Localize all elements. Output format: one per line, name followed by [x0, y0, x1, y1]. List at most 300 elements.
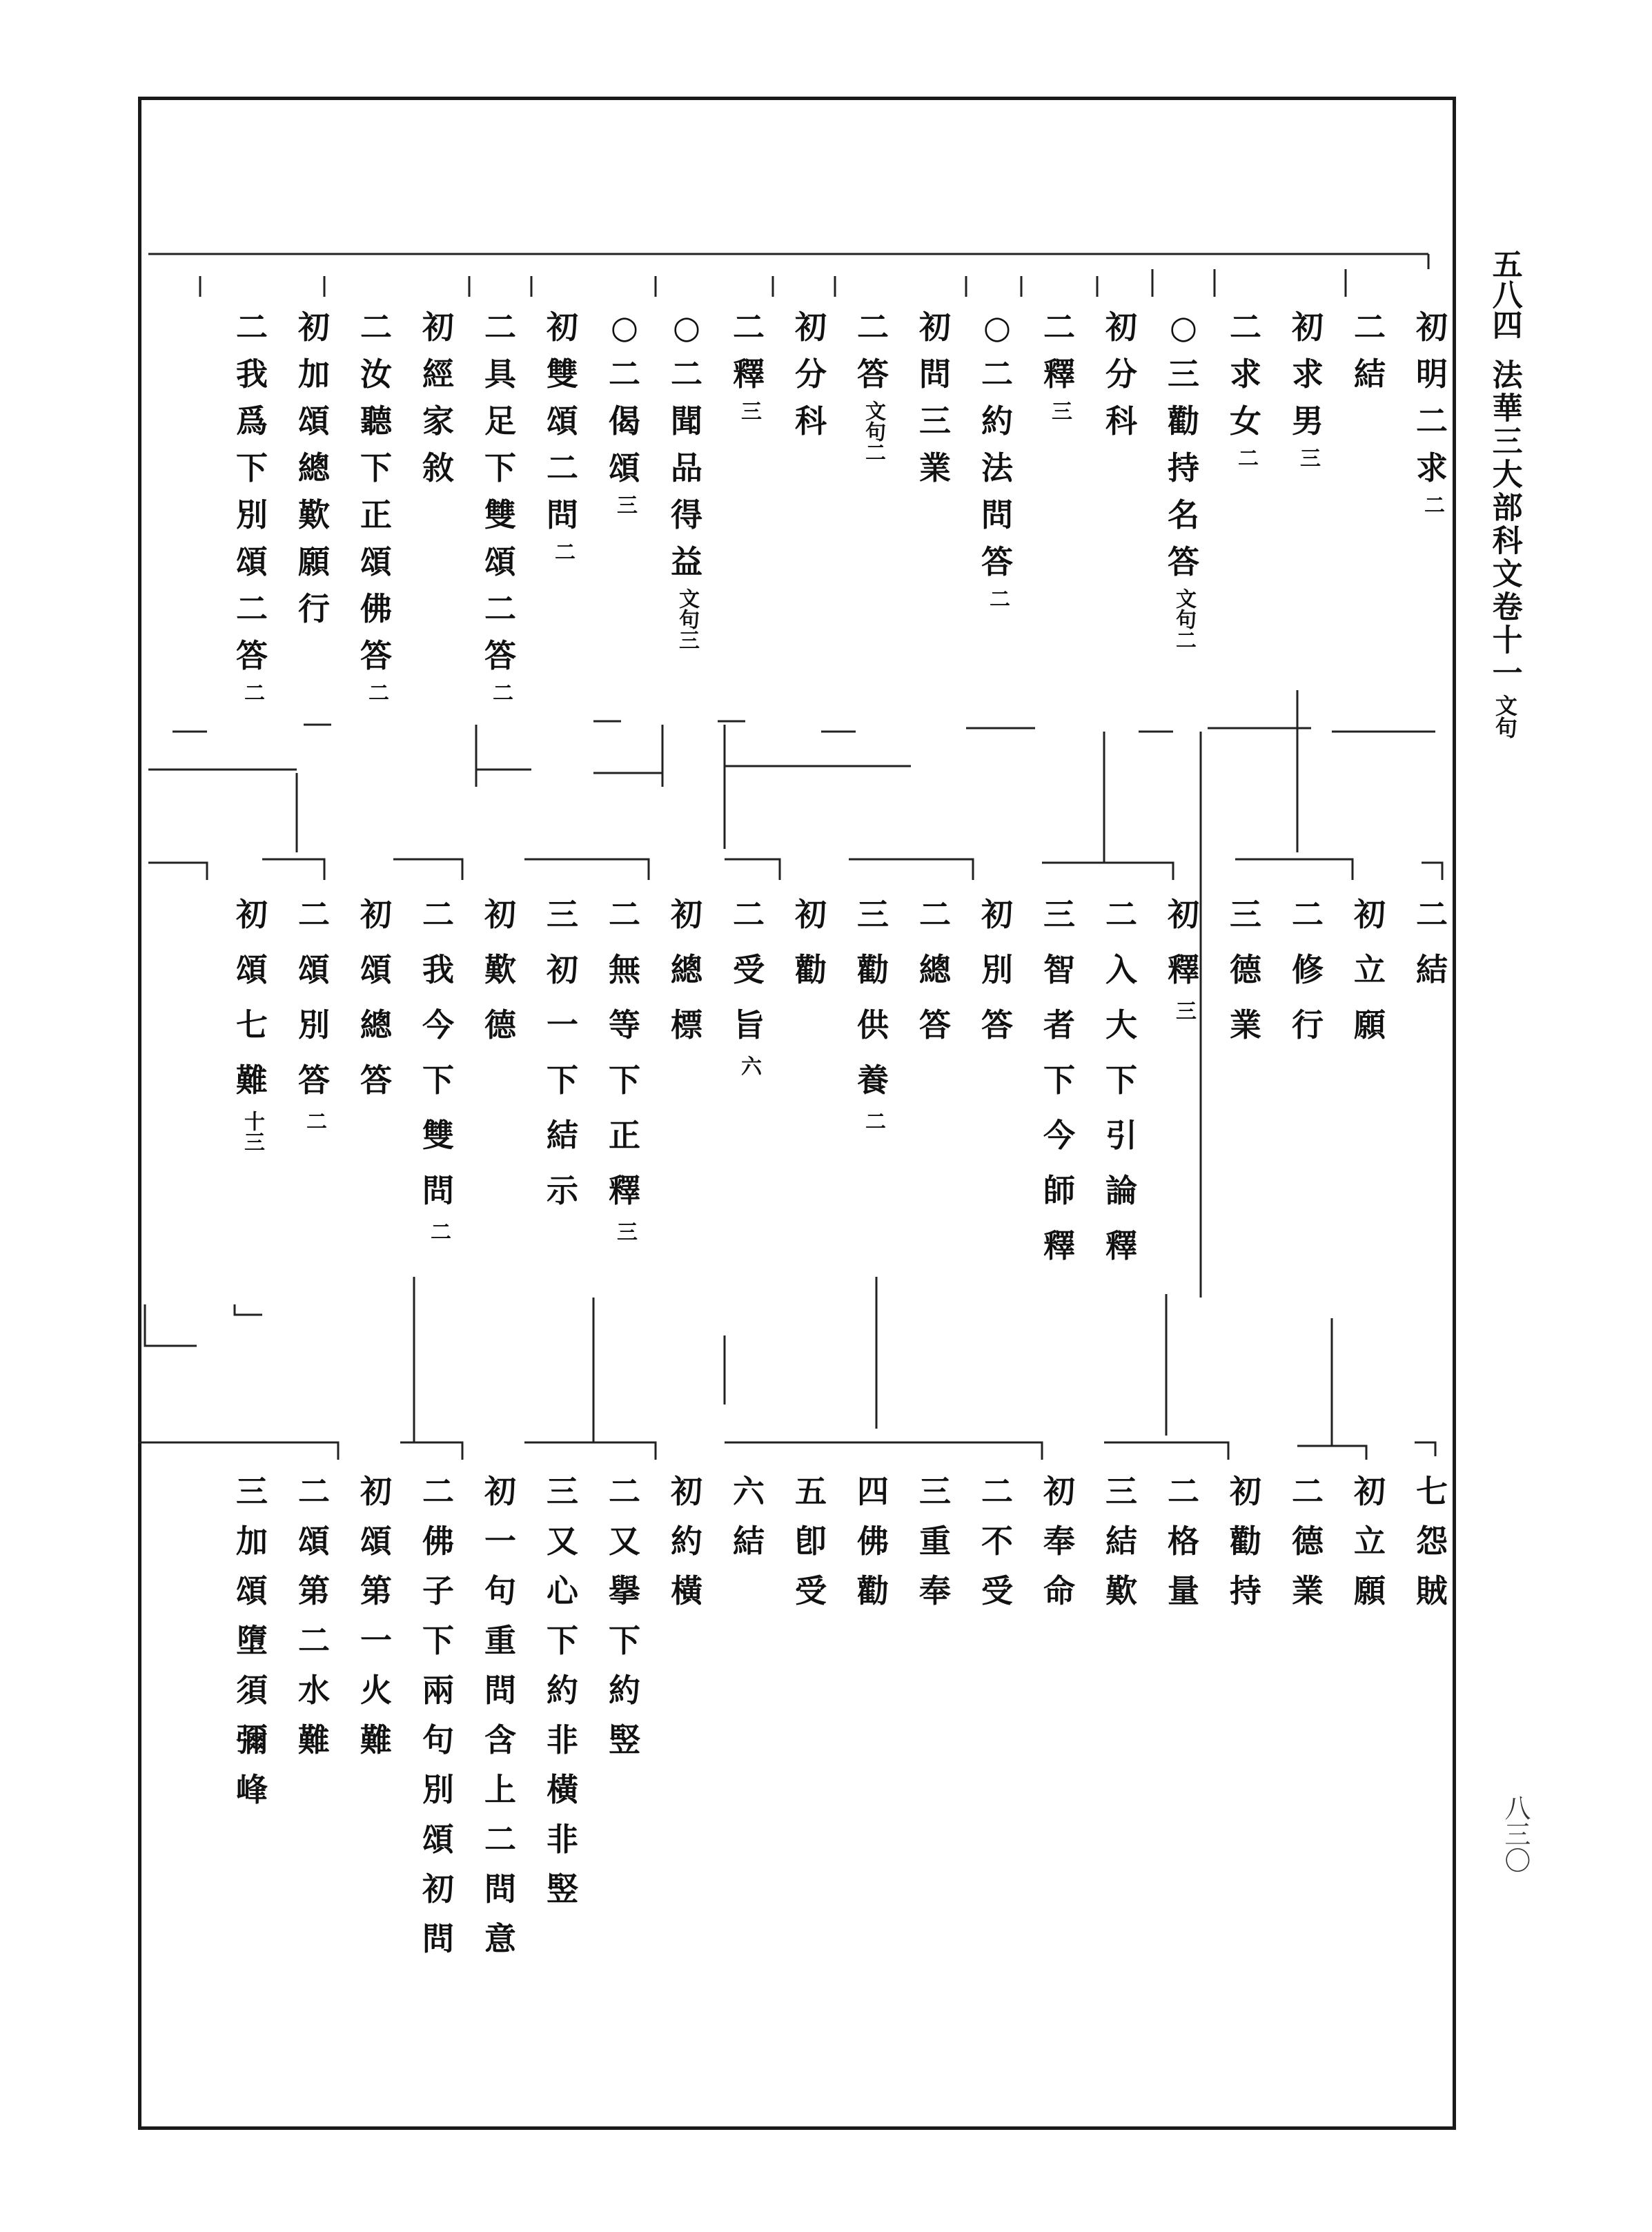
- outline-entry: [1221, 1467, 1270, 1616]
- outline-subcount: 文句二: [861, 400, 885, 462]
- outline-entry: [476, 304, 524, 705]
- outline-char: 頌: [422, 1821, 454, 1858]
- outline-char: 二: [422, 1473, 454, 1510]
- outline-subcount: 二: [551, 541, 575, 562]
- outline-char: 含: [484, 1721, 516, 1759]
- outline-char: 二: [1416, 402, 1448, 440]
- outline-char: 足: [484, 402, 516, 440]
- outline-char: 量: [1168, 1572, 1199, 1609]
- outline-char: 竪: [609, 1721, 640, 1759]
- outline-char: 頌: [298, 951, 330, 988]
- outline-char: 子: [422, 1572, 454, 1609]
- outline-char: 頌: [360, 951, 392, 988]
- outline-entry: [1159, 304, 1208, 653]
- outline-char: 德: [1292, 1523, 1324, 1560]
- outline-char: 問: [981, 496, 1013, 533]
- outline-char: 聽: [360, 402, 392, 440]
- outline-char: 初: [360, 1473, 392, 1510]
- outline-char: 者: [1043, 1006, 1075, 1044]
- outline-char: 約: [981, 402, 1013, 440]
- outline-char: 釋: [1168, 951, 1199, 988]
- outline-char: 頌: [609, 449, 640, 487]
- outline-entry: [787, 1467, 835, 1616]
- outline-char: 頌: [547, 402, 578, 440]
- outline-entry: [290, 1467, 338, 1765]
- outline-entry: [538, 887, 587, 1218]
- outline-char: 又: [547, 1523, 578, 1560]
- outline-char: 二: [298, 1473, 330, 1510]
- outline-entry: [1159, 1467, 1208, 1616]
- outline-char: 初: [422, 1870, 454, 1908]
- page-number: [1484, 248, 1525, 340]
- outline-char: 二: [609, 1473, 640, 1510]
- outline-char: 意: [484, 1920, 516, 1957]
- outline-char: 怨: [1416, 1523, 1448, 1560]
- outline-char: 答: [981, 543, 1013, 580]
- outline-entry: [1097, 887, 1145, 1273]
- outline-char: 雙: [547, 355, 578, 393]
- outline-char: 問: [484, 1672, 516, 1709]
- outline-char: 受: [795, 1572, 827, 1609]
- outline-entry: [787, 887, 835, 997]
- outline-char: 益: [671, 543, 702, 580]
- outline-char: 初: [547, 309, 578, 346]
- outline-entry: [1346, 304, 1394, 398]
- outline-char: 約: [547, 1672, 578, 1709]
- outline-char: 答: [919, 1006, 951, 1044]
- outline-char: 初: [795, 309, 827, 346]
- outline-char: 敘: [422, 449, 454, 487]
- outline-char: 總: [919, 951, 951, 988]
- outline-char: 難: [360, 1721, 392, 1759]
- outline-char: 別: [981, 951, 1013, 988]
- outline-entry: [1221, 887, 1270, 1053]
- outline-char: 二: [298, 1622, 330, 1659]
- outline-char: 問: [422, 1920, 454, 1957]
- outline-char: 下: [484, 449, 516, 487]
- outline-char: 重: [484, 1622, 516, 1659]
- outline-char: 持: [1168, 449, 1199, 487]
- outline-char: 三: [547, 896, 578, 933]
- outline-char: 問: [422, 1172, 454, 1209]
- outline-char: 歎: [484, 951, 516, 988]
- outline-char: 修: [1292, 951, 1324, 988]
- outline-char: 橫: [671, 1572, 702, 1609]
- outline-subcount: 二: [426, 1221, 451, 1242]
- outline-char: 二: [1354, 309, 1386, 346]
- outline-char: 初: [919, 309, 951, 346]
- outline-entry: [911, 304, 959, 491]
- outline-char: 勸: [1168, 402, 1199, 440]
- outline-char: 下: [547, 1061, 578, 1099]
- outline-char: 正: [360, 496, 392, 533]
- outline-char: 三: [1043, 896, 1075, 933]
- outline-char: 二: [857, 309, 889, 346]
- outline-char: 結: [547, 1117, 578, 1154]
- outline-subcount: 十三: [240, 1110, 264, 1152]
- outline-char: 彌: [236, 1721, 268, 1759]
- outline-char: 等: [609, 1006, 640, 1044]
- outline-char: 歎: [298, 496, 330, 533]
- outline-char: 大: [1105, 1006, 1137, 1044]
- outline-char: 我: [422, 951, 454, 988]
- outline-char: 二: [360, 309, 392, 346]
- outline-char: 二: [236, 309, 268, 346]
- outline-entry: [228, 304, 276, 705]
- outline-char: 二: [981, 1473, 1013, 1510]
- outline-char: 品: [671, 449, 702, 487]
- outline-char: 下: [360, 449, 392, 487]
- outline-char: 我: [236, 355, 268, 393]
- outline-char: 第: [298, 1572, 330, 1609]
- outline-char: 頌: [360, 1523, 392, 1560]
- outline-entry: [1284, 887, 1332, 1053]
- outline-char: 釋: [1043, 355, 1075, 393]
- outline-char: 三: [547, 1473, 578, 1510]
- outline-char: 行: [1292, 1006, 1324, 1044]
- outline-subcount: 三: [613, 1221, 637, 1242]
- outline-char: 又: [609, 1523, 640, 1560]
- outline-char: 三: [1230, 896, 1261, 933]
- outline-char: 二: [1292, 896, 1324, 933]
- outline-char: 二: [484, 1821, 516, 1858]
- outline-entry: [1221, 304, 1270, 471]
- running-title-suffix: 文句: [1491, 694, 1518, 738]
- outline-entry: [600, 1467, 649, 1765]
- folio-number: [1494, 1794, 1535, 1873]
- outline-char: 頌: [484, 543, 516, 580]
- outline-char: 論: [1105, 1172, 1137, 1209]
- outline-entry: [538, 1467, 587, 1914]
- outline-char: 三: [236, 1473, 268, 1510]
- outline-char: 初: [1416, 309, 1448, 346]
- outline-char: 初: [422, 309, 454, 346]
- outline-char: 奉: [919, 1572, 951, 1609]
- outline-char: 問: [484, 1870, 516, 1908]
- outline-char: 頌: [298, 402, 330, 440]
- outline-char: 願: [1354, 1572, 1386, 1609]
- outline-char: 約: [609, 1672, 640, 1709]
- outline-entry: [1159, 887, 1208, 1024]
- outline-char: 智: [1043, 951, 1075, 988]
- outline-char: 供: [857, 1006, 889, 1044]
- outline-char: 下: [609, 1622, 640, 1659]
- outline-entry: [1346, 887, 1394, 1053]
- outline-char: 願: [298, 543, 330, 580]
- outline-entry: [1408, 1467, 1456, 1616]
- outline-char: 二: [671, 355, 702, 393]
- outline-char: 雙: [422, 1117, 454, 1154]
- outline-char: 二: [609, 896, 640, 933]
- outline-char: 四: [857, 1473, 889, 1510]
- outline-char: 法: [981, 449, 1013, 487]
- outline-char: 一: [484, 1523, 516, 1560]
- outline-char: 答: [360, 1061, 392, 1099]
- outline-char: 今: [422, 1006, 454, 1044]
- outline-char: 約: [671, 1523, 702, 1560]
- outline-char: 峰: [236, 1771, 268, 1808]
- outline-char: 二: [733, 896, 765, 933]
- outline-char: 二: [484, 590, 516, 627]
- outline-char: 初: [1292, 309, 1324, 346]
- outline-char: 釋: [733, 355, 765, 393]
- outline-char: 求: [1230, 355, 1261, 393]
- outline-subcount: 三: [1048, 400, 1072, 421]
- outline-char: 二: [1168, 1473, 1199, 1510]
- outline-entry: [849, 1467, 897, 1616]
- outline-char: 家: [422, 402, 454, 440]
- outline-char: 別: [422, 1771, 454, 1808]
- outline-entry: [352, 1467, 400, 1765]
- outline-entry: [662, 887, 711, 1053]
- outline-char: 二: [609, 355, 640, 393]
- outline-char: 一: [547, 1006, 578, 1044]
- outline-char: 非: [547, 1821, 578, 1858]
- outline-char: 下: [422, 1622, 454, 1659]
- outline-char: 奉: [1043, 1523, 1075, 1560]
- outline-entry: [662, 304, 711, 653]
- outline-char: 二: [422, 896, 454, 933]
- outline-char: 二: [919, 896, 951, 933]
- outline-entry: [1035, 887, 1083, 1273]
- outline-char: 爲: [236, 402, 268, 440]
- outline-entry: [476, 887, 524, 1053]
- outline-subcount: 二: [861, 1110, 885, 1131]
- outline-char: 重: [919, 1523, 951, 1560]
- outline-entry: [1408, 887, 1456, 997]
- outline-char: 分: [795, 355, 827, 393]
- outline-char: 入: [1105, 951, 1137, 988]
- outline-entry: [911, 887, 959, 1053]
- outline-entry: [1097, 304, 1145, 444]
- outline-char: 受: [981, 1572, 1013, 1609]
- outline-char: 下: [609, 1061, 640, 1099]
- outline-char: 二: [1105, 896, 1137, 933]
- outline-char: 七: [1416, 1473, 1448, 1510]
- outline-char: 頌: [236, 951, 268, 988]
- outline-entry: [538, 304, 587, 565]
- outline-char: 三: [1168, 355, 1199, 393]
- outline-char: 橫: [547, 1771, 578, 1808]
- outline-char: 下: [422, 1061, 454, 1099]
- outline-char: 初: [484, 1473, 516, 1510]
- outline-entry: [1035, 1467, 1083, 1616]
- outline-char: 今: [1043, 1117, 1075, 1154]
- outline-char: 頌: [236, 543, 268, 580]
- outline-subcount: 二: [240, 682, 264, 703]
- outline-subcount: 文句二: [1172, 588, 1196, 650]
- outline-entry: [414, 304, 462, 491]
- outline-char: 二: [1230, 309, 1261, 346]
- outline-char: 下: [236, 449, 268, 487]
- outline-char: 答: [236, 637, 268, 674]
- outline-char: 初: [1354, 896, 1386, 933]
- outline-char: 無: [609, 951, 640, 988]
- outline-char: 頌: [298, 1523, 330, 1560]
- outline-char: 釋: [1043, 1227, 1075, 1264]
- outline-char: 命: [1043, 1572, 1075, 1609]
- outline-char: 經: [422, 355, 454, 393]
- outline-entry: [973, 887, 1021, 1053]
- outline-subcount: 二: [985, 588, 1010, 609]
- outline-char: 七: [236, 1006, 268, 1044]
- outline-entry: [973, 1467, 1021, 1616]
- outline-char: 加: [298, 355, 330, 393]
- outline-char: 立: [1354, 951, 1386, 988]
- outline-char: 科: [795, 402, 827, 440]
- outline-char: 答: [484, 637, 516, 674]
- outline-char: 德: [484, 1006, 516, 1044]
- running-title-text: 法華三大部科文卷十一: [1486, 359, 1522, 690]
- outline-char: 二: [298, 896, 330, 933]
- outline-char: 卽: [795, 1523, 827, 1560]
- outline-entry: [1097, 1467, 1145, 1616]
- outline-char: 二: [1416, 896, 1448, 933]
- outline-subcount: 文句三: [675, 588, 699, 650]
- outline-entry: [973, 304, 1021, 611]
- outline-entry: [228, 1467, 276, 1814]
- outline-char: 勸: [857, 951, 889, 988]
- outline-char: 求: [1292, 355, 1324, 393]
- outline-char: ○: [983, 309, 1012, 346]
- outline-subcount: 三: [1296, 447, 1320, 468]
- outline-char: 頌: [360, 543, 392, 580]
- outline-char: 初: [795, 896, 827, 933]
- outline-char: 答: [298, 1061, 330, 1099]
- outline-subcount: 三: [1172, 1000, 1196, 1021]
- outline-char: 下: [1043, 1061, 1075, 1099]
- outline-char: 科: [1105, 402, 1137, 440]
- outline-char: 引: [1105, 1117, 1137, 1154]
- outline-char: ○: [1169, 309, 1198, 346]
- outline-char: 竪: [547, 1870, 578, 1908]
- outline-char: 佛: [422, 1523, 454, 1560]
- outline-char: 難: [236, 1061, 268, 1099]
- outline-subcount: 六: [737, 1055, 761, 1076]
- outline-char: 男: [1292, 402, 1324, 440]
- outline-char: 非: [547, 1721, 578, 1759]
- outline-char: 分: [1105, 355, 1137, 393]
- outline-char: 問: [547, 496, 578, 533]
- outline-char: 格: [1168, 1523, 1199, 1560]
- outline-char: 聞: [671, 402, 702, 440]
- outline-char: 女: [1230, 402, 1261, 440]
- outline-char: 結: [1416, 951, 1448, 988]
- outline-char: 二: [236, 590, 268, 627]
- outline-char: 養: [857, 1061, 889, 1099]
- outline-entry: [414, 1467, 462, 1964]
- outline-char: 偈: [609, 402, 640, 440]
- outline-char: 初: [547, 951, 578, 988]
- outline-char: 兩: [422, 1672, 454, 1709]
- outline-subcount: 三: [737, 400, 761, 421]
- outline-char: 火: [360, 1672, 392, 1709]
- outline-char: 三: [919, 1473, 951, 1510]
- outline-subcount: 二: [1420, 494, 1444, 515]
- outline-entry: [228, 887, 276, 1155]
- outline-char: 二: [1292, 1473, 1324, 1510]
- outline-char: 加: [236, 1523, 268, 1560]
- outline-entry: [725, 887, 773, 1079]
- outline-entry: [290, 304, 338, 632]
- outline-char: 句: [422, 1721, 454, 1759]
- outline-char: 初: [1043, 1473, 1075, 1510]
- outline-char: 正: [609, 1117, 640, 1154]
- outline-char: 勸: [857, 1572, 889, 1609]
- outline-char: 上: [484, 1771, 516, 1808]
- outline-entry: [725, 1467, 773, 1566]
- outline-entry: [1284, 1467, 1332, 1616]
- outline-char: 三: [857, 896, 889, 933]
- outline-char: 雙: [484, 496, 516, 533]
- outline-char: 初: [981, 896, 1013, 933]
- outline-entry: [849, 887, 897, 1134]
- outline-char: 不: [981, 1523, 1013, 1560]
- outline-char: 下: [1105, 1061, 1137, 1099]
- folio-text: 八三〇: [1499, 1794, 1531, 1873]
- outline-entry: [600, 887, 649, 1244]
- outline-char: 答: [360, 637, 392, 674]
- outline-char: 第: [360, 1572, 392, 1609]
- outline-char: 二: [981, 355, 1013, 393]
- page-number-text: 五八四: [1486, 248, 1522, 340]
- outline-char: 下: [547, 1622, 578, 1659]
- outline-entry: [476, 1467, 524, 1964]
- outline-char: 初: [298, 309, 330, 346]
- outline-char: 結: [1105, 1523, 1137, 1560]
- outline-entry: [352, 304, 400, 705]
- running-title: [1484, 359, 1525, 738]
- outline-char: 業: [919, 449, 951, 487]
- outline-char: 水: [298, 1672, 330, 1709]
- outline-char: 二: [484, 309, 516, 346]
- outline-char: 求: [1416, 449, 1448, 487]
- outline-entry: [290, 887, 338, 1134]
- outline-char: 結: [1354, 355, 1386, 393]
- outline-char: 持: [1230, 1572, 1261, 1609]
- outline-char: 名: [1168, 496, 1199, 533]
- outline-char: 二: [547, 449, 578, 487]
- outline-char: 旨: [733, 1006, 765, 1044]
- outline-entry: [787, 304, 835, 444]
- outline-char: 二: [1043, 309, 1075, 346]
- outline-char: 具: [484, 355, 516, 393]
- outline-char: 德: [1230, 951, 1261, 988]
- outline-entry: [1035, 304, 1083, 424]
- outline-char: 賊: [1416, 1572, 1448, 1609]
- outline-char: ○: [610, 309, 639, 346]
- outline-char: 勸: [1230, 1523, 1261, 1560]
- outline-entry: [725, 304, 773, 424]
- outline-char: 結: [733, 1523, 765, 1560]
- outline-char: 總: [298, 449, 330, 487]
- outline-char: 行: [298, 590, 330, 627]
- outline-char: 佛: [857, 1523, 889, 1560]
- outline-char: 句: [484, 1572, 516, 1609]
- outline-char: 別: [236, 496, 268, 533]
- outline-char: 汝: [360, 355, 392, 393]
- outline-subcount: 二: [364, 682, 389, 703]
- outline-char: 釋: [609, 1172, 640, 1209]
- outline-char: 初: [236, 896, 268, 933]
- outline-char: 初: [671, 1473, 702, 1510]
- outline-char: 答: [981, 1006, 1013, 1044]
- outline-char: 初: [1168, 896, 1199, 933]
- outline-char: 答: [1168, 543, 1199, 580]
- outline-subcount: 三: [613, 494, 637, 515]
- outline-char: 明: [1416, 355, 1448, 393]
- outline-char: 總: [671, 951, 702, 988]
